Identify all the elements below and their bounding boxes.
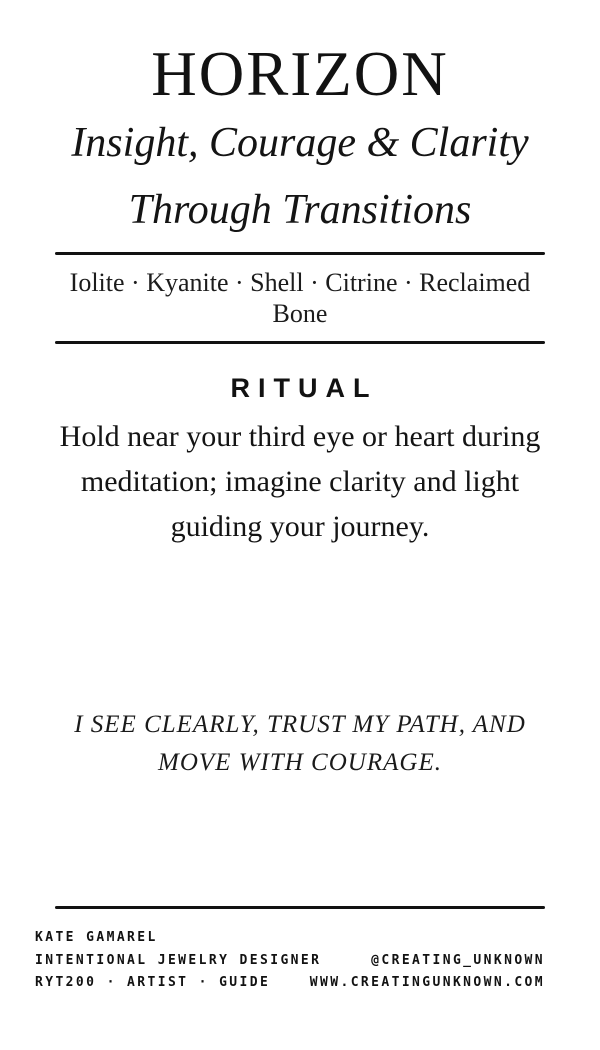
product-title: HORIZON	[151, 39, 449, 109]
materials-line-1: Iolite · Kyanite · Shell · Citrine · Reclaimed	[69, 268, 531, 297]
designer-credentials: RYT200 · ARTIST · GUIDE	[35, 975, 271, 990]
designer-role: INTENTIONAL JEWELRY DESIGNER	[35, 952, 322, 968]
ritual-instructions-line-3: guiding your journey.	[170, 510, 430, 543]
social-handle: @CREATING_UNKNOWN	[371, 952, 545, 968]
divider-middle	[55, 341, 545, 344]
divider-top	[55, 252, 545, 255]
product-subtitle	[0, 110, 600, 244]
ritual-instructions	[0, 414, 600, 549]
ritual-heading: RITUAL	[230, 373, 378, 403]
ritual-instructions-line-2: meditation; imagine clarity and light	[80, 465, 520, 498]
designer-name: KATE GAMAREL	[35, 930, 158, 945]
materials-line-2: Bone	[272, 299, 328, 328]
affirmation-text	[0, 706, 600, 782]
divider-bottom	[55, 906, 545, 909]
website-url: WWW.CREATINGUNKNOWN.COM	[309, 975, 545, 990]
affirmation-line-1: I SEE CLEARLY, TRUST MY PATH, AND	[74, 711, 526, 738]
ritual-instructions-line-1: Hold near your third eye or heart during	[59, 420, 541, 453]
affirmation-line-2: MOVE WITH COURAGE.	[158, 749, 442, 776]
designer-credits	[35, 927, 321, 995]
contact-info	[310, 950, 545, 995]
materials-list	[0, 267, 600, 329]
product-subtitle-line-2: Through Transitions	[128, 187, 472, 233]
product-subtitle-line-1: Insight, Courage & Clarity	[71, 120, 529, 166]
